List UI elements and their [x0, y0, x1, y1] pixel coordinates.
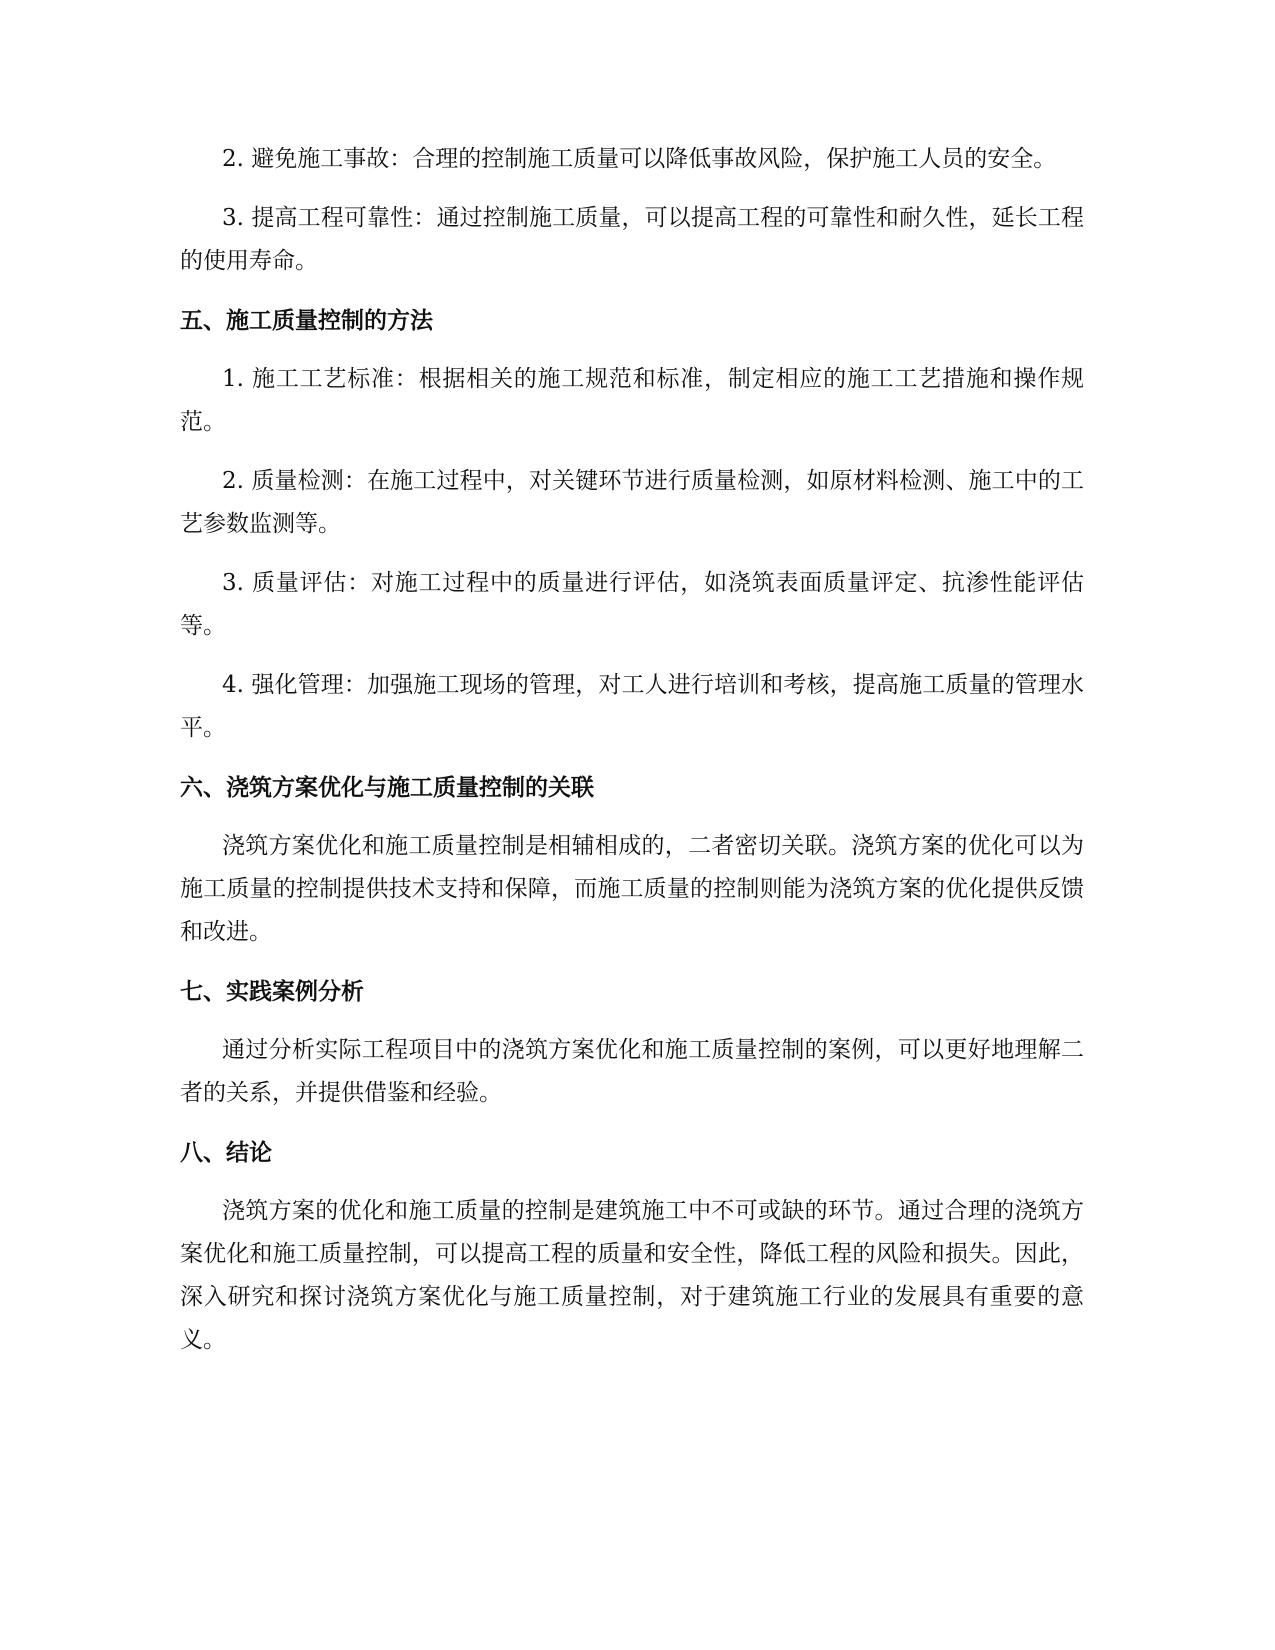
paragraph-process-standard: 1. 施工工艺标准：根据相关的施工规范和标准，制定相应的施工工艺措施和操作规范。	[180, 366, 1084, 435]
section-heading-relation: 六、浇筑方案优化与施工质量控制的关联	[180, 775, 594, 801]
paragraph-case-study: 通过分析实际工程项目中的浇筑方案优化和施工质量控制的案例，可以更好地理解二者的关系，并提供借鉴和经验。	[180, 1037, 1084, 1106]
document-page	[180, 138, 1084, 1362]
paragraph-conclusion: 浇筑方案的优化和施工质量的控制是建筑施工中不可或缺的环节。通过合理的浇筑方案优化和施工质量控制，可以提高工程的质量和安全性，降低工程的风险和损失。因此，深入研究和探讨浇筑方案优化与施工质量控制，对于建筑施工行业的发展具有重要的意义。	[180, 1198, 1084, 1353]
paragraph-quality-evaluation: 3. 质量评估：对施工过程中的质量进行评估，如浇筑表面质量评定、抗渗性能评估等。	[180, 570, 1084, 639]
paragraph-management: 4. 强化管理：加强施工现场的管理，对工人进行培训和考核，提高施工质量的管理水平。	[180, 672, 1084, 741]
paragraph-relation: 浇筑方案优化和施工质量控制是相辅相成的，二者密切关联。浇筑方案的优化可以为施工质量的控制提供技术支持和保障，而施工质量的控制则能为浇筑方案的优化提供反馈和改进。	[180, 833, 1084, 945]
section-heading-case-study: 七、实践案例分析	[180, 979, 364, 1005]
section-heading-conclusion: 八、结论	[180, 1140, 272, 1166]
paragraph-avoid-accidents: 2. 避免施工事故：合理的控制施工质量可以降低事故风险，保护施工人员的安全。	[222, 146, 1057, 172]
section-heading-methods: 五、施工质量控制的方法	[180, 308, 433, 334]
paragraph-reliability: 3. 提高工程可靠性：通过控制施工质量，可以提高工程的可靠性和耐久性，延长工程的使用寿命。	[180, 205, 1084, 274]
paragraph-quality-testing: 2. 质量检测：在施工过程中，对关键环节进行质量检测，如原材料检测、施工中的工艺参数监测等。	[180, 468, 1084, 537]
